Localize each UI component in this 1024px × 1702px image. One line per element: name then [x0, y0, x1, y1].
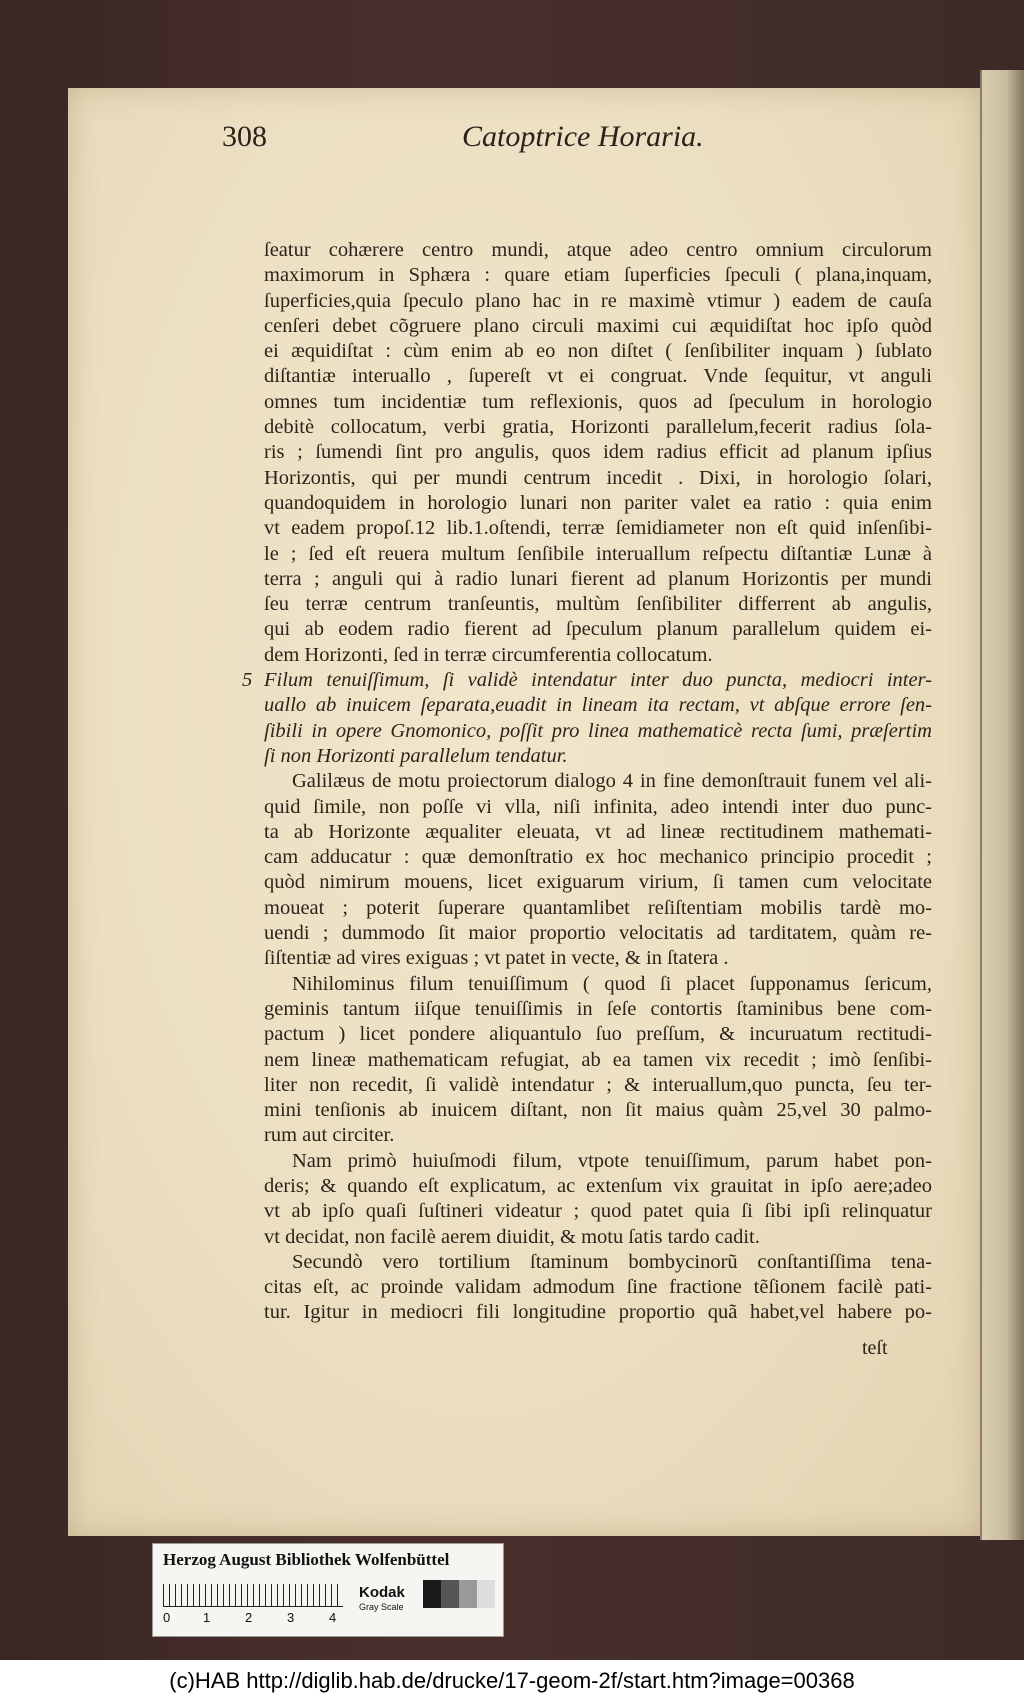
text-line: moueat ; poterit ſuperare quantamlibet reſiſtentiam mobilis tardè mo- — [264, 896, 932, 919]
text-line: citas eſt, ac proinde validam admodum ſine fractione tẽſionem facilè pati- — [264, 1276, 932, 1299]
page-number: 308 — [222, 120, 267, 153]
text-line: liter non recedit, ſi validè intendatur ; & interuallum,quo puncta, ſeu ter- — [264, 1073, 932, 1096]
ruler-number: 0 — [163, 1610, 171, 1625]
text-line: Horizontis, qui per mundi centrum incedit . Dixi, in horologio ſolari, — [264, 466, 932, 489]
catchword: teſt — [862, 1337, 888, 1359]
kodak-logo: Kodak — [359, 1584, 405, 1601]
text-line: le ; ſed eſt reuera multum ſenſibile interuallum reſpectu diſtantiæ Lunæ à — [264, 542, 932, 565]
copyright-credit: (c)HAB http://diglib.hab.de/drucke/17-geom-2f/start.htm?image=00368 — [169, 1668, 855, 1693]
note-block — [242, 668, 932, 769]
text-line: cam adducatur : quæ demonſtratio ex hoc mechanico principio procedit ; — [264, 846, 932, 869]
text-line: vt ab ipſo quaſi ſuſtineri videatur ; quod patet quia ſi ſibi ipſi relinquatur — [264, 1200, 932, 1223]
text-line: nem lineæ mathematicam refugiat, ab ea tamen vix recedit ; imò ſenſibi- — [264, 1048, 932, 1071]
paragraph-secundo — [264, 1250, 932, 1326]
gray-swatch — [477, 1580, 495, 1608]
text-line: Nihilominus filum tenuiſſimum ( quod ſi placet ſupponamus ſericum, — [292, 972, 932, 995]
text-line: terra ; anguli qui à radio lunari fierent ad planum Horizontis per mundi — [264, 567, 932, 590]
library-color-label — [152, 1543, 504, 1637]
note-line: ſibili in opere Gnomonico, poſſit pro linea mathematicè recta ſumi, præſertim — [264, 719, 932, 742]
text-line: geminis tantum iiſque tenuiſſimis in ſeſe contortis ſtaminibus bene com- — [264, 997, 932, 1020]
ruler-number: 3 — [287, 1610, 295, 1625]
text-line: ſeatur cohærere centro mundi, atque adeo centro omnium circulorum — [264, 239, 932, 261]
text-line: Secundò vero tortilium ſtaminum bombycinorũ conſtantiſſima tena- — [292, 1250, 932, 1273]
running-title: Catoptrice Horaria. — [462, 120, 704, 153]
ruler-number: 4 — [329, 1610, 337, 1625]
ruler-numbers — [163, 1610, 353, 1628]
text-line: diſtantiæ interuallo , ſupereſt vt ei congruat. Vnde ſequitur, vt anguli — [264, 365, 932, 388]
gray-scale-swatches — [423, 1580, 495, 1608]
text-line: deris; & quando eſt explicatum, ac extenſum vix grauitat in ipſo aere;adeo — [264, 1174, 932, 1197]
text-line: quid ſimile, non poſſe vi vlla, niſi infinita, adeo intendi inter duo punc- — [264, 795, 932, 818]
gray-scale-label: Gray Scale — [359, 1602, 404, 1612]
text-line: debitè collocatum, verbi gratia, Horizonti parallelum,fecerit radius ſola- — [264, 416, 932, 439]
text-line: qui ab eodem radio fierent ad ſpeculum planum parallelum quidem ei- — [264, 618, 932, 641]
ruler-number: 1 — [203, 1610, 211, 1625]
gray-swatch — [459, 1580, 477, 1608]
text-line: quòd nimirum mouens, licet exiguarum virium, ſi tamen cum velocitate — [264, 871, 932, 894]
text-line: ſeu terræ centrum tranſeuntis, multùm ſenſibiliter differrent ab angulis, — [264, 593, 932, 616]
ruler-number: 2 — [245, 1610, 253, 1625]
text-line: ei æquidiſtat : cùm enim ab eo non diſtet ( ſenſibiliter inquam ) ſublato — [264, 340, 932, 363]
note-line: ſi non Horizonti parallelum tendatur. — [264, 744, 568, 767]
text-line: ſuperficies,quia ſpeculo plano hac in re maximè vtimur ) eadem de cauſa — [264, 289, 932, 312]
paragraph-continued — [264, 238, 932, 668]
note-marker: 5 — [242, 669, 253, 692]
paragraph-nam-primo — [264, 1149, 932, 1250]
text-line: vt eadem propoſ.12 lib.1.oſtendi, terræ ſemidiameter non eſt quid inſenſibi- — [264, 517, 932, 540]
text-line: ris ; ſumendi ſint pro angulis, quos idem radius efficit ad planum ipſius — [264, 441, 932, 464]
text-line: quandoquidem in horologio lunari non pariter valet ea ratio : quia enim — [264, 491, 932, 514]
text-line: tur. Igitur in mediocri fili longitudine proportio quã habet,vel habere po- — [264, 1301, 932, 1324]
text-line: ſiſtentiæ ad vires exiguas ; vt patet in vecte, & in ſtatera . — [264, 947, 729, 970]
gray-swatch — [423, 1580, 441, 1608]
ruler-scale — [163, 1584, 343, 1607]
text-line: Galilæus de motu proiectorum dialogo 4 in fine demonſtrauit funem vel ali- — [292, 770, 932, 793]
page-body — [242, 238, 932, 1326]
book-page-edge — [980, 70, 1024, 1540]
note-line — [242, 668, 932, 693]
gray-swatch — [441, 1580, 459, 1608]
paragraph-nihilominus — [264, 972, 932, 1149]
text-line: omnes tum incidentiæ tum reflexionis, quos ad ſpeculum in horologio — [264, 390, 932, 413]
text-line: Nam primò huiuſmodi filum, vtpote tenuiſſimum, parum habet pon- — [292, 1149, 932, 1172]
text-line: dem Horizonti, ſed in terræ circumferentia collocatum. — [264, 643, 713, 666]
note-line: uallo ab inuicem ſeparata,euadit in lineam ita rectam, vt abſque errore ſen- — [264, 694, 932, 717]
text-line: ta ab Horizonte æqualiter eleuata, vt ad lineæ rectitudinem mathemati- — [264, 820, 932, 843]
text-line: pactum ) licet pondere aliquantulo ſuo preſſum, & incuruatum rectitudi- — [264, 1023, 932, 1046]
library-name: Herzog August Bibliothek Wolfenbüttel — [163, 1550, 450, 1569]
text-line: vt decidat, non facilè aerem diuidit, & motu ſatis tardo cadit. — [264, 1225, 760, 1248]
text-line: rum aut circiter. — [264, 1124, 395, 1147]
page-header — [222, 120, 942, 170]
text-line: mini tenſionis ab inuicem diſtant, non ſit maius quàm 25,vel 30 palmo- — [264, 1099, 932, 1122]
note-line-text: Filum tenuiſſimum, ſi validè intendatur inter duo puncta, mediocri inter- — [264, 669, 932, 692]
text-line: cenſeri debet cõgruere plano circuli maximi cui æquidiſtat hoc ipſo quòd — [264, 314, 932, 337]
paragraph-galilaeus — [264, 769, 932, 971]
text-line: maximorum in Sphæra : quare etiam ſuperficies ſpeculi ( plana,inquam, — [264, 264, 932, 287]
footer-bar — [0, 1660, 1024, 1702]
text-line: uendi ; dummodo ſit maior proportio velocitatis ad tarditatem, quàm re- — [264, 922, 932, 945]
